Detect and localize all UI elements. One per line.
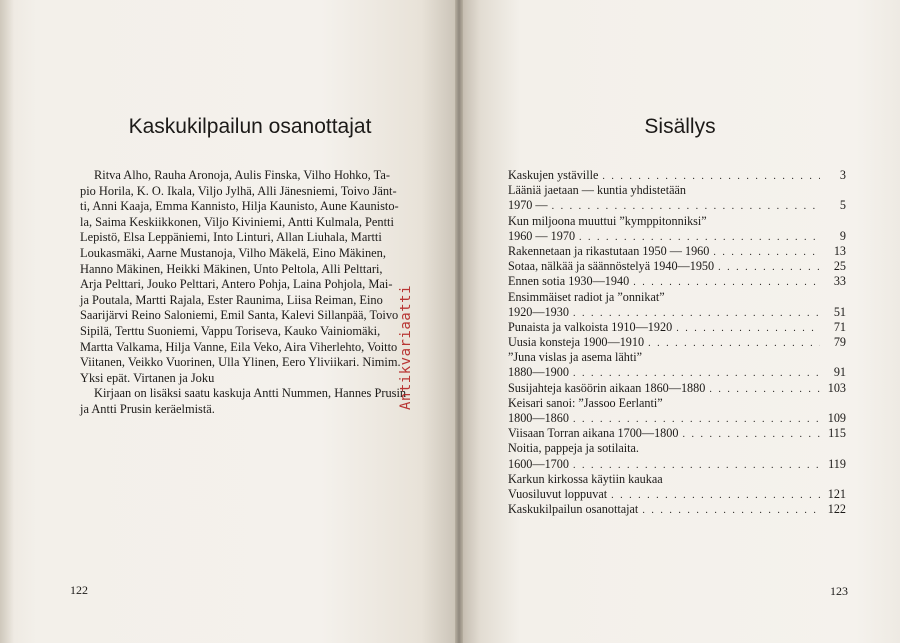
toc-page-number: 9	[839, 228, 846, 243]
toc-entry-title: 1960 — 1970	[508, 228, 576, 243]
left-page-number: 122	[70, 583, 88, 597]
participants-list	[80, 168, 416, 418]
toc-leader-dots	[579, 230, 820, 245]
toc-page-number: 79	[833, 335, 846, 350]
toc-entry-title: Noitia, pappeja ja sotilaita.	[508, 441, 639, 456]
toc-entry-title: Karkun kirkossa käytiin kaukaa	[508, 471, 663, 486]
toc-entry-title: Kaskukilpailun osanottajat	[508, 502, 639, 517]
text-line: pio Horila, K. O. Ikala, Viljo Jylhä, Alli Jänesniemi, Toivo Jänt-	[80, 183, 397, 198]
toc-entry	[508, 290, 846, 320]
toc-row	[508, 396, 846, 411]
sources-paragraph	[80, 386, 416, 417]
toc-row	[508, 472, 846, 487]
toc-page-number: 91	[833, 365, 846, 380]
toc-entry-title: Sotaa, nälkää ja säännöstelyä 1940—1950	[508, 259, 715, 274]
toc-page-number: 115	[828, 426, 846, 441]
toc-leader-dots	[573, 458, 820, 473]
left-page-title: Kaskukilpailun osanottajat	[128, 115, 372, 138]
toc-page-number: 71	[833, 319, 846, 334]
toc-entry-title: 1920—1930	[508, 304, 569, 319]
toc-row	[508, 441, 846, 456]
toc-row	[508, 244, 846, 259]
toc-page-number: 25	[833, 259, 846, 274]
text-line: ja Antti Prusin keräelmistä.	[80, 401, 215, 416]
left-page-edge-shadow	[0, 0, 14, 643]
toc-entry-title: Keisari sanoi: ”Jassoo Eerlanti”	[508, 395, 663, 410]
toc-entry	[508, 335, 846, 350]
toc-leader-dots	[676, 321, 820, 336]
toc-page-number: 51	[833, 304, 846, 319]
table-of-contents	[508, 168, 846, 517]
toc-leader-dots	[682, 427, 820, 442]
book-gutter	[455, 0, 463, 643]
toc-entry-title: Susijahteja kasöörin aikaan 1860—1880	[508, 380, 706, 395]
toc-entry	[508, 426, 846, 441]
toc-row	[508, 214, 846, 229]
toc-leader-dots	[709, 382, 820, 397]
seller-watermark: Antikvariaatti	[398, 284, 414, 410]
toc-leader-dots	[642, 503, 820, 518]
toc-entry-title: Viisaan Torran aikana 1700—1800	[508, 426, 679, 441]
right-page-title: Sisällys	[644, 115, 716, 138]
toc-leader-dots	[713, 245, 820, 260]
toc-entry	[508, 214, 846, 244]
toc-entry-title: 1800—1860	[508, 411, 569, 425]
toc-row	[508, 183, 846, 198]
toc-leader-dots	[718, 260, 820, 275]
toc-row	[508, 350, 846, 365]
toc-row	[508, 411, 846, 426]
toc-entry	[508, 472, 846, 502]
text-line: ti, Anni Kaaja, Emma Kannisto, Hilja Kaunisto, Aune Kaunisto-	[80, 199, 399, 214]
toc-entry	[508, 183, 846, 213]
text-line: Lepistö, Elsa Leppäniemi, Into Linturi, Allan Liuhala, Martti	[80, 230, 382, 245]
toc-page-number: 122	[827, 502, 846, 517]
toc-leader-dots	[573, 306, 820, 321]
toc-entry-title: 1880—1900	[508, 365, 569, 380]
text-line: la, Saima Keskiikkonen, Viljo Kiviniemi, Antti Kulmala, Pentti	[80, 214, 394, 229]
toc-entry	[508, 441, 846, 471]
toc-entry-title: Kaskujen ystäville	[508, 168, 599, 182]
toc-row	[508, 198, 846, 213]
toc-leader-dots	[573, 366, 820, 381]
toc-entry-title: ”Juna vislas ja asema lähti”	[508, 350, 643, 365]
toc-entry	[508, 259, 846, 274]
text-line: Saarijärvi Reino Saloniemi, Emil Santa, Kalevi Sillanpää, Toivo	[80, 308, 399, 323]
toc-entry	[508, 502, 846, 517]
toc-row	[508, 168, 846, 183]
text-line: Sipilä, Terttu Suoniemi, Vappu Toriseva, Kauko Vainiomäki,	[80, 323, 381, 338]
toc-page-number: 13	[833, 243, 846, 258]
toc-leader-dots	[552, 199, 820, 214]
toc-entry	[508, 274, 846, 289]
toc-entry-title: Punaista ja valkoista 1910—1920	[508, 319, 673, 334]
toc-row	[508, 335, 846, 350]
toc-leader-dots	[611, 488, 820, 503]
toc-entry-title: Rakennetaan ja rikastutaan 1950 — 1960	[508, 243, 710, 258]
toc-page-number: 109	[827, 411, 846, 425]
text-line: Hanno Mäkinen, Heikki Mäkinen, Unto Peltola, Alli Pelttari,	[80, 261, 383, 276]
toc-leader-dots	[602, 169, 820, 184]
text-line: ja Poutala, Martti Rajala, Ester Raunima, Liisa Reiman, Eino	[80, 292, 383, 307]
text-line: Ritva Alho, Rauha Aronoja, Aulis Finska, Vilho Hohko, Ta-	[94, 168, 390, 182]
toc-leader-dots	[648, 336, 820, 351]
toc-page-number: 3	[839, 168, 846, 182]
toc-page-number: 33	[833, 274, 846, 289]
toc-entry	[508, 381, 846, 396]
text-line: Viitanen, Veikko Vuorinen, Ulla Ylinen, Eero Yliviikari. Nimim.	[80, 355, 401, 370]
toc-row	[508, 365, 846, 380]
text-line: Loukasmäki, Aarne Mustanoja, Vilho Mäkelä, Eino Mäkinen,	[80, 245, 386, 260]
toc-row	[508, 305, 846, 320]
toc-row	[508, 457, 846, 472]
toc-entry-title: Ensimmäiset radiot ja ”onnikat”	[508, 289, 665, 304]
toc-page-number: 5	[839, 198, 846, 213]
toc-page-number: 119	[828, 456, 846, 471]
toc-entry-title: Kun miljoona muuttui ”kymppitonniksi”	[508, 213, 707, 228]
right-page-number: 123	[830, 584, 848, 598]
toc-entry	[508, 350, 846, 380]
toc-entry-title: Lääniä jaetaan — kuntia yhdistetään	[508, 183, 686, 198]
participants-paragraph	[80, 168, 416, 386]
toc-row	[508, 274, 846, 289]
toc-entry-title: Vuosiluvut loppuvat	[508, 486, 608, 501]
toc-entry-title: 1600—1700	[508, 456, 569, 471]
toc-entry	[508, 396, 846, 426]
toc-entry	[508, 244, 846, 259]
text-line: Kirjaan on lisäksi saatu kaskuja Antti Nummen, Hannes Prusin	[94, 386, 407, 401]
toc-entry-title: 1970 —	[508, 198, 548, 213]
toc-row	[508, 259, 846, 274]
text-line: Arja Pelttari, Jouko Pelttari, Antero Pohja, Laina Pohjola, Mai-	[80, 277, 393, 292]
toc-leader-dots	[573, 412, 820, 427]
toc-entry	[508, 320, 846, 335]
toc-entry-title: Ennen sotia 1930—1940	[508, 274, 630, 289]
toc-row	[508, 320, 846, 335]
toc-row	[508, 426, 846, 441]
toc-leader-dots	[633, 275, 820, 290]
toc-row	[508, 381, 846, 396]
toc-row	[508, 290, 846, 305]
toc-page-number: 103	[827, 380, 846, 395]
toc-entry-title: Uusia konsteja 1900—1910	[508, 335, 645, 350]
toc-row	[508, 229, 846, 244]
toc-page-number: 121	[827, 486, 846, 501]
toc-row	[508, 502, 846, 517]
toc-entry	[508, 168, 846, 183]
text-line: Yksi epät. Virtanen ja Joku	[80, 370, 215, 385]
text-line: Martta Valkama, Hilja Vanne, Eila Veko, Aira Viherlehto, Voitto	[80, 339, 398, 354]
toc-row	[508, 487, 846, 502]
